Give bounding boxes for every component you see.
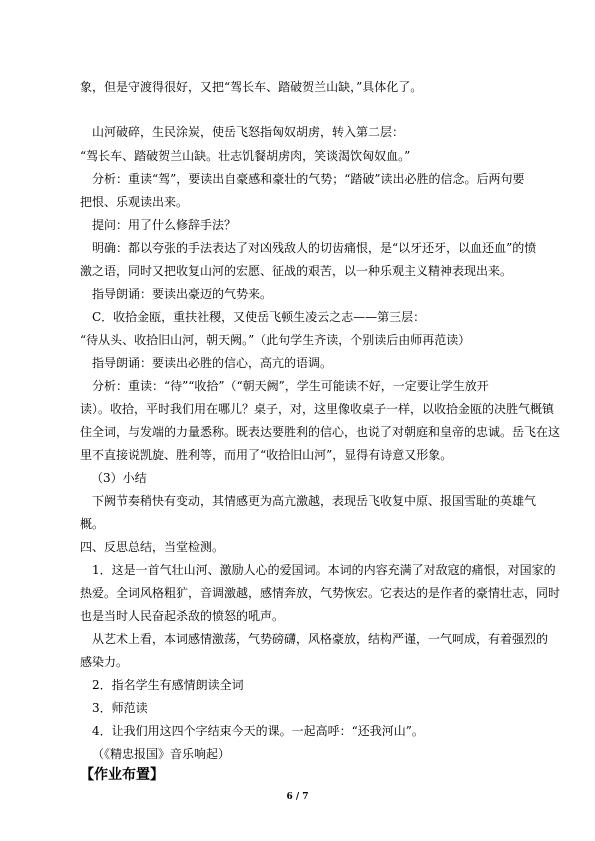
text-line: （《精忠报国》音乐响起） bbox=[92, 747, 231, 761]
text-line: 把恨、乐观读出来。 bbox=[80, 195, 189, 209]
text-line: 概。 bbox=[80, 517, 105, 531]
text-line: 热爱。全词风格粗犷，音调激越，感情奔放，气势恢宏。它表达的是作者的豪情壮志，同时 bbox=[80, 586, 561, 600]
text-line: 四、反思总结，当堂检测。 bbox=[80, 540, 225, 554]
text-line: 指导朗诵：要读出必胜的信心，高亢的语调。 bbox=[92, 356, 333, 370]
text-line: 3．师范读 bbox=[92, 701, 148, 715]
text-line: （3）小结 bbox=[91, 471, 147, 485]
text-line: 读）。收拾，平时我们用在哪儿？桌子，对，这里像收桌子一样，以收拾金瓯的决胜气概镇 bbox=[80, 402, 555, 416]
text-line: 分析：重读“驾”，要读出自豪感和豪壮的气势；“踏破”读出必胜的信念。后两句要 bbox=[92, 172, 525, 186]
text-line: 从艺术上看，本词感情激荡，气势磅礴，风格豪放，结构严谨，一气呵成，有着强烈的 bbox=[92, 632, 549, 646]
text-line: 下阙节奏稍快有变动，其情感更为高亢激越，表现岳飞收复中原、报国雪耻的英雄气 bbox=[92, 494, 537, 508]
text-line: 激之语，同时又把收复山河的宏愿、征战的艰苦，以一种乐观主义精神表现出来。 bbox=[80, 264, 513, 278]
text-line: 感染力。 bbox=[80, 655, 129, 669]
text-line: “驾长车、踏破贺兰山缺。壮志饥餐胡虏肉，笑谈渴饮匈奴血。” bbox=[80, 149, 411, 163]
page-number: 6 / 7 bbox=[286, 792, 309, 802]
text-line: “待从头、收拾旧山河，朝天阙。”（此句学生齐读，个别读后由师再范读） bbox=[80, 333, 471, 347]
text-line: 住全词，与发端的力量悉称。既表达要胜利的信心，也说了对朝庭和皇帝的忠诚。岳飞在这 bbox=[80, 425, 561, 439]
text-line: 明确：都以夸张的手法表达了对凶残敌人的切齿痛恨，是“以牙还牙，以血还血”的愤 bbox=[92, 241, 537, 255]
text-line: 提问：用了什么修辞手法？ bbox=[92, 218, 237, 232]
text-line: 象，但是守渡得很好，又把“驾长车、踏破贺兰山缺，”具体化了。 bbox=[80, 80, 423, 94]
text-line: 也是当时人民奋起杀敌的愤怒的吼声。 bbox=[80, 609, 285, 623]
text-line: 1．这是一首气壮山河、激励人心的爱国词。本词的内容充满了对敌寇的痛恨，对国家的 bbox=[92, 563, 556, 577]
text-line: C．收拾金瓯，重扶社稷，又使岳飞顿生凌云之志——第三层： bbox=[92, 310, 426, 324]
text-line: 里不直接说凯旋、胜利等，而用了“收拾旧山河”，显得有诗意又形象。 bbox=[80, 448, 453, 462]
text-line: 指导朗诵：要读出豪迈的气势来。 bbox=[92, 287, 273, 301]
text-line: 山河破碎，生民涂炭，使岳飞怒指匈奴胡虏，转入第二层： bbox=[92, 125, 405, 139]
text-line: 分析：重读：“待”“收拾”（“朝天阙”，学生可能读不好，一定要让学生放开 bbox=[92, 379, 489, 393]
section-heading: 【作业布置】 bbox=[80, 767, 164, 783]
text-line: 2．指名学生有感情朗读全词 bbox=[92, 678, 244, 692]
text-line: 4．让我们用这四个字结束今天的课。一起高呼：“还我河山”。 bbox=[92, 724, 424, 738]
